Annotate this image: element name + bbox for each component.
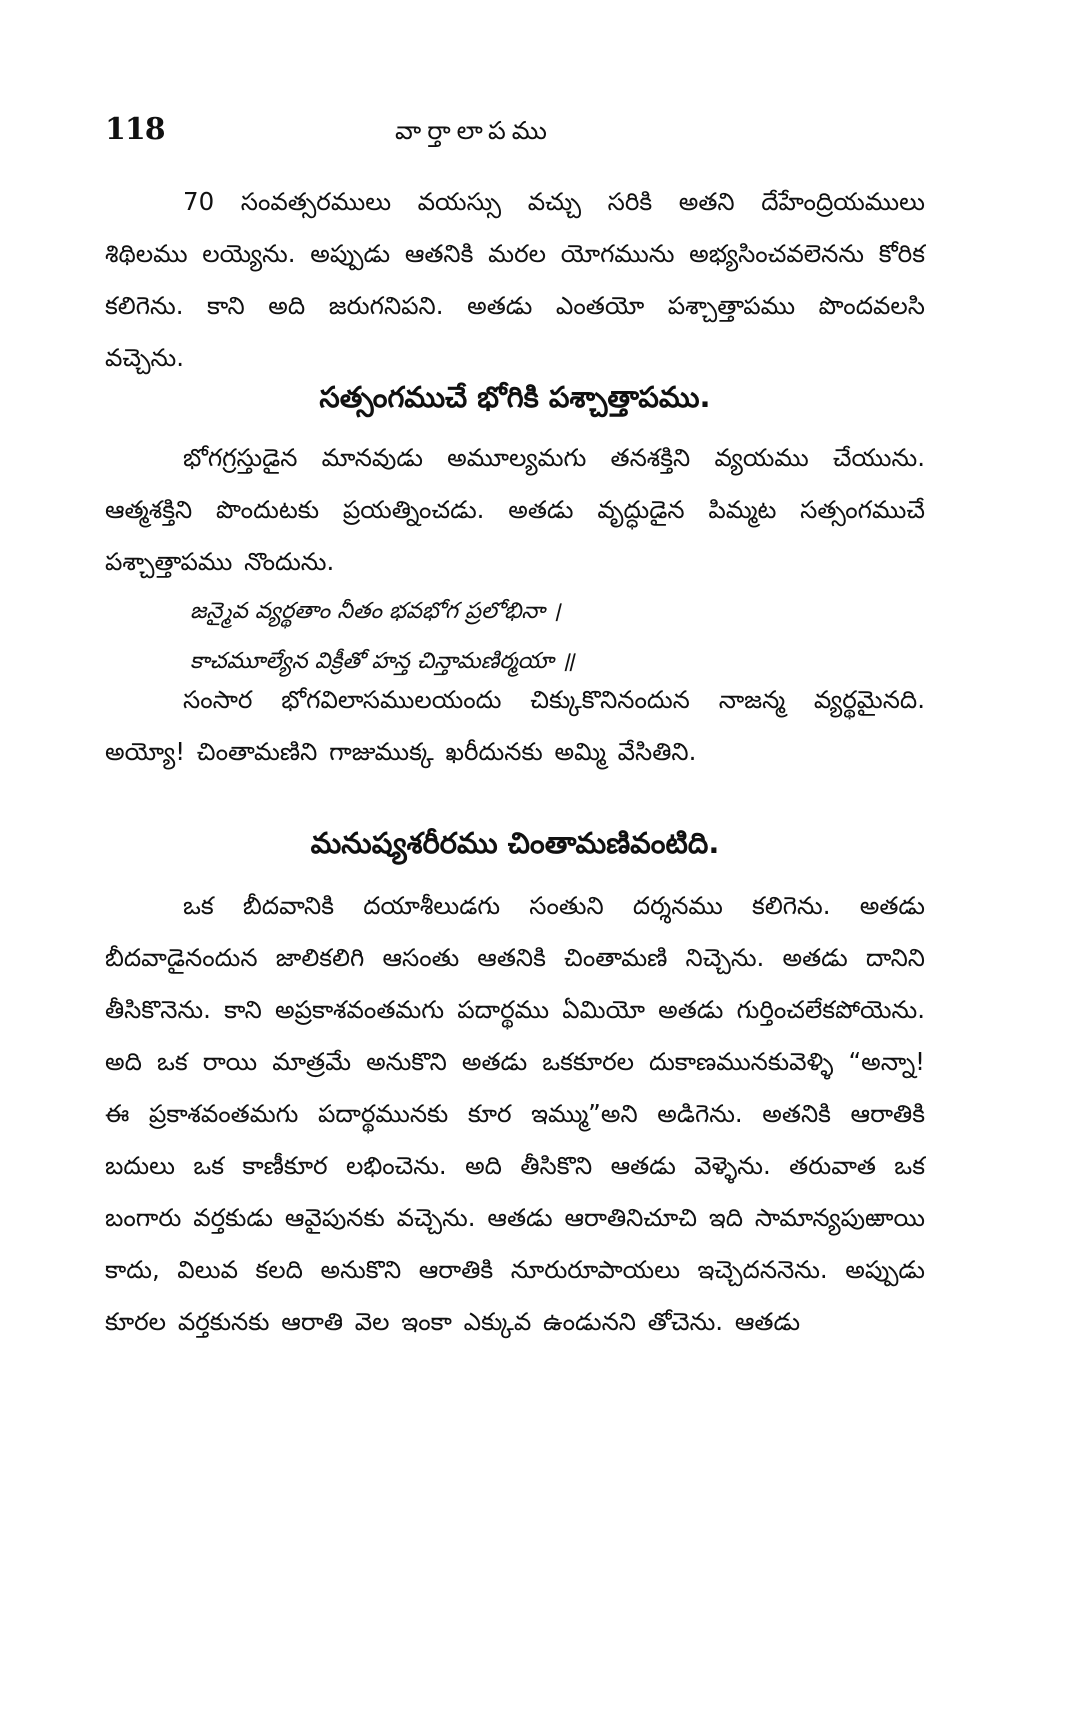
section-heading-2: మనుష్యశరీరము చింతామణివంటిది. xyxy=(310,826,720,860)
paragraph-1-text: 70 సంవత్సరములు వయస్సు వచ్చు సరికి అతని దేహేంద్రియములు శిథిలము లయ్యెను. అప్పుడు ఆతనికి మరల యోగమును అభ్యసించవలెనను కోరిక కలిగెను. కాని అది జరుగనిపని. అతడు ఎంతయో పశ్చాత్తాపము పొందవలసి వచ్చెను. xyxy=(105,187,925,372)
page-number: 118 xyxy=(105,112,165,147)
paragraph-3-text: సంసార భోగవిలాసములయందు చిక్కుకొనినందున నాజన్మ వ్యర్థమైనది. అయ్యో! చింతామణిని గాజుముక్క ఖరీదునకు అమ్మి వేసితిని. xyxy=(105,685,925,766)
section-heading-1: సత్సంగముచే భోగికి పశ్చాత్తాపము. xyxy=(319,380,711,414)
verse-line-2: కాచమూల్యేన విక్రీతో హన్త చిన్తామణిర్మయా ॥ xyxy=(190,648,575,674)
paragraph-4 xyxy=(105,880,925,1440)
running-title: వార్తాలాపము xyxy=(395,116,553,145)
paragraph-1 xyxy=(105,176,925,384)
paragraph-3 xyxy=(105,674,925,830)
page-header xyxy=(105,112,925,156)
paragraph-4-text: ఒక బీదవానికి దయాశీలుడగు సంతుని దర్శనము కలిగెను. అతడు బీదవాడైనందున జాలికలిగి ఆసంతు ఆతనికి చింతామణి నిచ్చెను. అతడు దానిని తీసికొనెను. కాని అప్రకాశవంతమగు పదార్థము ఏమియో అతడు గుర్తించలేకపోయెను. అది ఒక రాయి మాత్రమే అనుకొని అతడు ఒకకూరల దుకాణమునకువెళ్ళి “అన్నా! ఈ ప్రకాశవంతమగు పదార్థమునకు కూర ఇమ్ము”అని అడిగెను. అతనికి ఆరాతికి బదులు ఒక కాణీకూర లభించెను. అది తీసికొని ఆతడు వెళ్ళెను. తరువాత ఒక బంగారు వర్తకుడు ఆవైపునకు వచ్చెను. ఆతడు ఆరాతినిచూచి ఇది సామాన్యపుఱాయి కాదు, విలువ కలది అనుకొని ఆరాతికి నూరురూపాయలు ఇచ్చెదననెను. అప్పుడు కూరల వర్తకునకు ఆరాతి వెల ఇంకా ఎక్కువ ఉండునని తోచెను. ఆతడు xyxy=(105,891,925,1336)
paragraph-2-text: భోగగ్రస్తుడైన మానవుడు అమూల్యమగు తనశక్తిని వ్యయము చేయును. ఆత్మశక్తిని పొందుటకు ప్రయత్నించడు. అతడు వృద్ధుడైన పిమ్మట సత్సంగముచే పశ్చాత్తాపము నొందును. xyxy=(105,443,925,576)
paragraph-2 xyxy=(105,432,925,588)
verse-line-1: జన్మైవ వ్యర్థతాం నీతం భవభోగ ప్రలోభినా । xyxy=(190,598,561,624)
sanskrit-verse xyxy=(190,586,810,686)
